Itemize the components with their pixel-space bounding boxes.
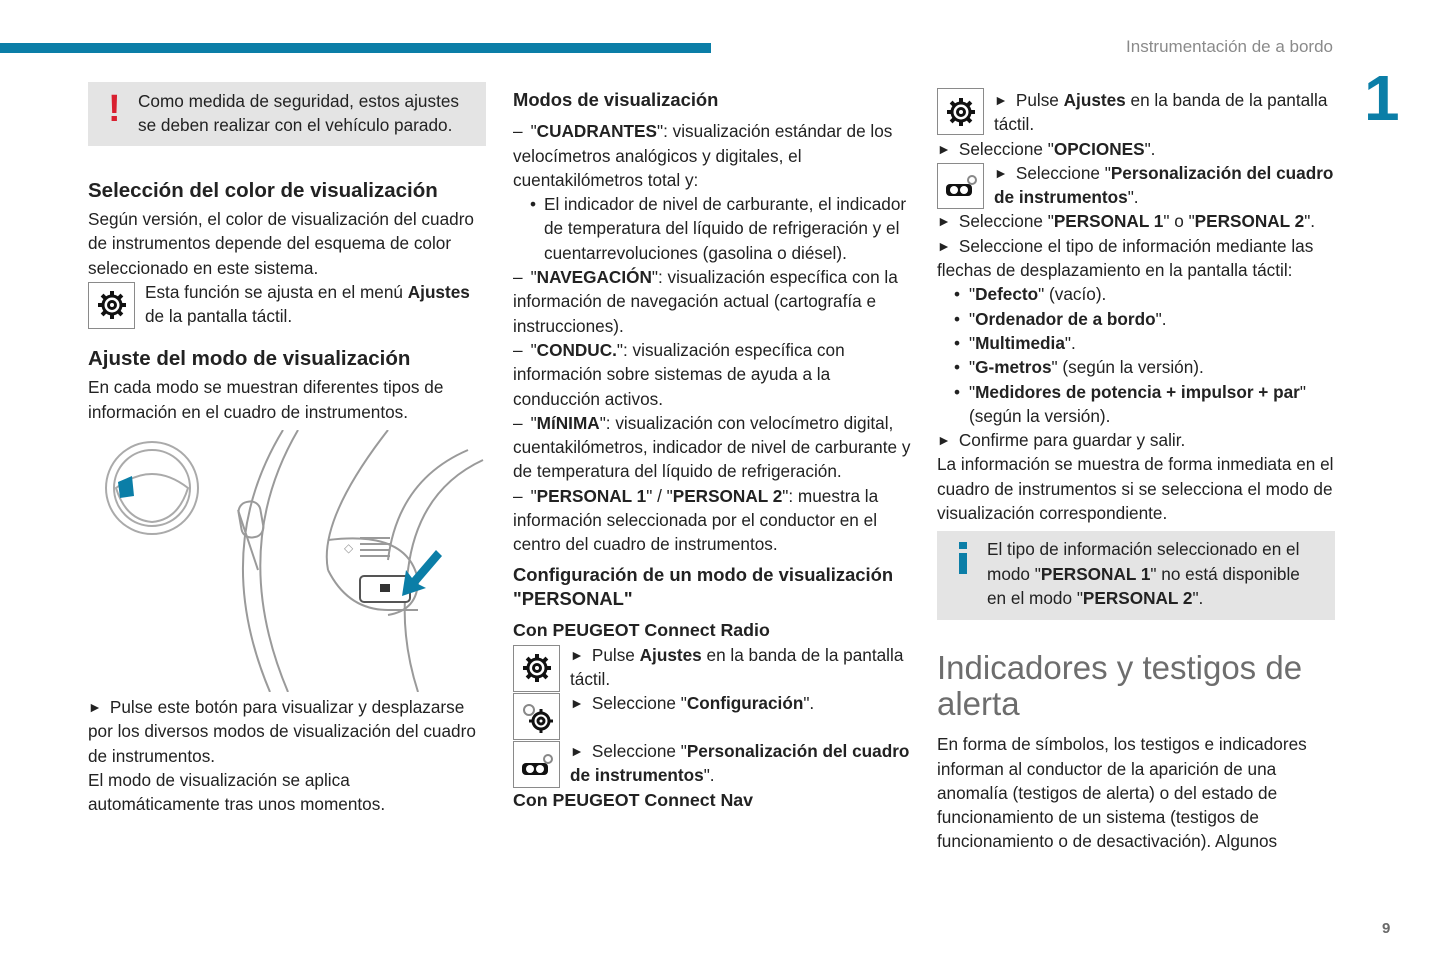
color-section-text: Según versión, el color de visualización del cuadro de instrumentos depende del esquema de color seleccionado en este sistema. <box>88 209 474 278</box>
nav-step-2: ► Seleccione "OPCIONES". <box>937 138 1156 159</box>
list-item: • El indicador de nivel de carburante, el indicador de temperatura del líquido de refrigeración y el cuentarrevoluciones (gasolina o diésel). <box>513 192 911 265</box>
config-title: Configuración de un modo de visualización "PERSONAL" <box>513 563 894 609</box>
list-item: • "Medidores de potencia + impulsor + par" (según la versión). <box>937 380 1335 429</box>
mode-cuadrantes: – "CUADRANTES": visualización estándar de los velocímetros analógicos y digitales, el cuentakilómetros total y: <box>513 121 893 190</box>
warning-exclamation-icon: ! <box>108 88 121 130</box>
settings-text-a: Esta función se ajusta en el menú <box>145 281 408 302</box>
column-3 <box>937 82 1335 854</box>
info-type-list <box>937 282 1335 428</box>
settings-text-b: de la pantalla táctil. <box>145 306 293 327</box>
svg-text:◇: ◇ <box>344 541 354 556</box>
mode-navegacion: – "NAVEGACIÓN": visualización específica con la información de navegación actual (cartografía e instrucciones). <box>513 267 898 336</box>
settings-gear-icon <box>513 645 560 692</box>
list-item: • "Ordenador de a bordo". <box>937 307 1335 331</box>
radio-step-3: ► Seleccione "Personalización del cuadro de instrumentos". <box>513 739 911 788</box>
nav-step-4: ► Seleccione "PERSONAL 1" o "PERSONAL 2". <box>937 211 1316 232</box>
radio-step-1: ► Pulse Ajustes en la banda de la pantalla táctil. <box>513 643 911 692</box>
mode-personal: – "PERSONAL 1" / "PERSONAL 2": muestra la información seleccionada por el conductor en el centro del cuadro de instrumentos. <box>513 485 879 555</box>
warning-text: Como medida de seguridad, estos ajustes se deben realizar con el vehículo parado. <box>138 91 460 136</box>
header-accent-bar <box>0 43 711 53</box>
mode-conduc: – "CONDUC.": visualización específica con información sobre sistemas de ayuda a la conducción activos. <box>513 339 845 409</box>
mode-section-title: Ajuste del modo de visualización <box>88 347 411 371</box>
page-number: 9 <box>1382 920 1391 937</box>
info-note: El tipo de información seleccionado en el modo "PERSONAL 1" no está disponible en el modo "PERSONAL 2". <box>937 531 1335 620</box>
settings-note <box>88 280 486 329</box>
list-item: • "G-metros" (según la versión). <box>937 355 1335 379</box>
alerts-text: En forma de símbolos, los testigos e indicadores informan al conductor de la aparición de una anomalía (testigos de alerta) o del estado de funcionamiento de un sistema (testigos de funcionamiento o de desactivación). Algunos <box>937 734 1307 852</box>
steering-wheel-illustration <box>88 430 486 692</box>
modes-title: Modos de visualización <box>513 89 719 110</box>
alerts-title: Indicadores y testigos de alerta <box>937 649 1303 723</box>
column-1 <box>88 82 486 817</box>
nav-step-5: ► Seleccione el tipo de información mediante las flechas de desplazamiento en la pantalla táctil: <box>937 235 1314 281</box>
chapter-number: 1 <box>1364 62 1400 134</box>
instrument-panel-icon <box>513 741 560 788</box>
configuration-gears-icon <box>513 693 560 740</box>
result-text: La información se muestra de forma inmediata en el cuadro de instrumentos si se selecciona el modo de visualización correspondiente. <box>937 454 1334 524</box>
list-item: • "Multimedia". <box>937 331 1335 355</box>
arrow-icon: ► <box>88 699 102 716</box>
info-icon <box>957 542 969 574</box>
nav-title: Con PEUGEOT Connect Nav <box>513 789 754 810</box>
mode-section-text: En cada modo se muestran diferentes tipos de información en el cuadro de instrumentos. <box>88 377 444 422</box>
safety-warning <box>88 82 486 146</box>
instrument-panel-icon <box>937 163 984 209</box>
nav-step-3: ► Seleccione "Personalización del cuadro de instrumentos". <box>937 161 1335 210</box>
color-section-title: Selección del color de visualización <box>88 179 438 202</box>
column-2 <box>513 82 911 812</box>
nav-step-1: ► Pulse Ajustes en la banda de la pantalla táctil. <box>937 82 1335 137</box>
auto-apply-text: El modo de visualización se aplica automáticamente tras unos momentos. <box>88 769 386 815</box>
settings-bold: Ajustes <box>407 281 470 302</box>
radio-title: Con PEUGEOT Connect Radio <box>513 620 770 641</box>
cuadrantes-list <box>513 192 911 265</box>
settings-gear-icon <box>937 88 984 135</box>
press-button-text: ► Pulse este botón para visualizar y desplazarse por los diversos modos de visualización del cuadro de instrumentos. <box>88 697 476 766</box>
section-title: Instrumentación de a bordo <box>1126 37 1333 56</box>
settings-gear-icon <box>88 282 135 329</box>
list-item: • "Defecto" (vacío). <box>937 282 1335 306</box>
nav-step-6: ► Confirme para guardar y salir. <box>937 430 1186 451</box>
mode-minima: – "MíNIMA": visualización con velocímetro digital, cuentakilómetros, indicador de nivel de carburante y de temperatura del líquido de refrigeración. <box>513 412 911 482</box>
radio-step-2: ► Seleccione "Configuración". <box>513 691 911 739</box>
